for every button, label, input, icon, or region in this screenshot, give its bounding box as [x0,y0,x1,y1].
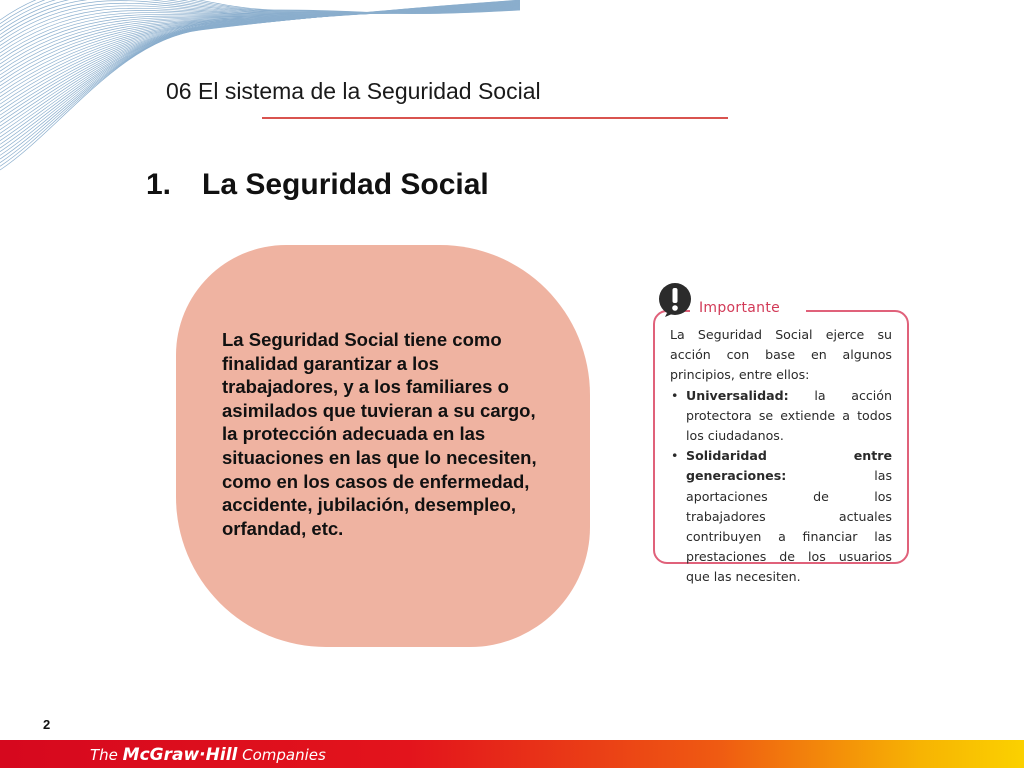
note-title: Importante [699,300,781,316]
wave-line [0,3,520,130]
wave-line [0,8,520,53]
chapter-title: 06 El sistema de la Seguridad Social [166,78,541,104]
publisher-logo [90,745,326,765]
principle-text: la acción protectora se extiende a todos los ciudadanos. [686,387,892,444]
list-item [670,446,892,587]
principle-text: las aportaciones de los trabajadores actuales contribuyen a financiar las prestaciones de los usuarios que las necesiten. [686,468,892,585]
section-title: La Seguridad Social [202,168,489,201]
brand-prefix: The [90,746,123,764]
exclamation-icon [657,281,693,317]
wave-line [0,7,520,60]
wave-line [0,8,520,57]
chapter-underline [262,117,728,119]
page-number: 2 [43,717,51,732]
section-number: 1. [146,168,172,201]
brand-suffix: Companies [237,746,326,764]
list-item [670,386,892,447]
definition-text: La Seguridad Social tiene como finalidad garantizar a los trabajadores, y a los familiares o asimilados que tuvieran a su cargo, la protección adecuada en las situaciones en las que lo necesiten, como en los casos de enfermedad, accidente, jubilación, desempleo, orfandad, etc. [222,329,537,539]
brand-name: McGraw·Hill [122,745,238,765]
section-heading [146,168,489,202]
principle-term: Solidaridad entre generaciones: [686,448,892,484]
principle-term: Universalidad: [686,387,789,403]
note-body [670,325,892,588]
note-intro: La Seguridad Social ejerce su acción con base en algunos principios, entre ellos: [670,327,892,383]
wave-line [0,8,520,49]
principles-list [670,386,892,588]
